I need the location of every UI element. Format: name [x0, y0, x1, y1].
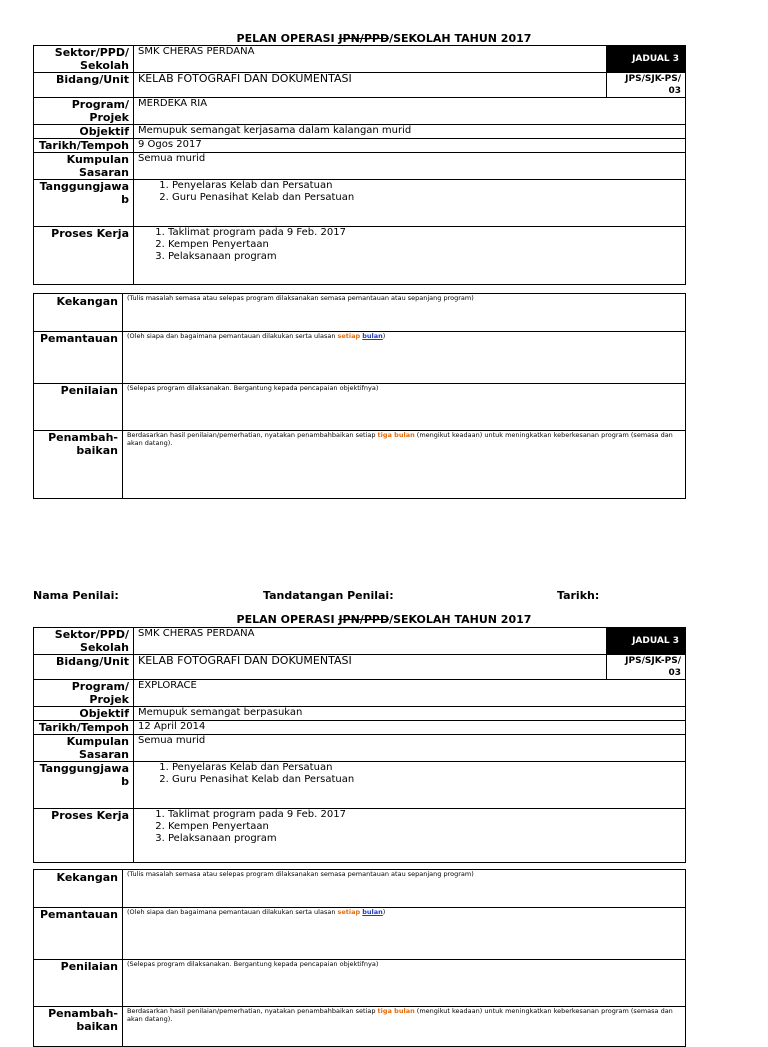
label-bidang: Bidang/Unit	[34, 73, 134, 98]
proses-list	[138, 809, 681, 845]
highlight-tiga-bulan: tiga bulan	[377, 431, 415, 439]
form-code: JPS/SJK-PS/ 03	[607, 73, 686, 98]
label-sektor: Sektor/PPD/ Sekolah	[34, 628, 134, 655]
list-item: 2. Guru Penasihat Kelab dan Persatuan	[172, 774, 681, 786]
note-kekangan: (Tulis masalah semasa atau selepas program dilaksanakan semasa pemantauan atau sepanjang program)	[123, 870, 686, 908]
list-item: 3. Pelaksanaan program	[168, 251, 681, 263]
note-text: Berdasarkan hasil penilaian/pemerhatian, nyatakan penambahbaikan setiap	[127, 431, 378, 439]
note-text: )	[382, 332, 386, 340]
value-tarikh: 12 April 2014	[134, 721, 686, 735]
label-penambahbaikan: Penambah-baikan	[34, 1007, 123, 1047]
jadual-badge: JADUAL 3	[607, 46, 686, 73]
label-tarikh: Tarikh/Tempoh	[34, 139, 134, 153]
note-penambahbaikan	[123, 431, 686, 499]
label-objektif: Objektif	[34, 125, 134, 139]
value-proses	[134, 227, 686, 285]
label-kumpulan: Kumpulan Sasaran	[34, 153, 134, 180]
value-sektor: SMK CHERAS PERDANA	[134, 628, 607, 655]
nama-penilai-label: Nama Penilai:	[33, 589, 119, 602]
highlight-setiap: setiap	[337, 908, 361, 916]
list-item: 1. Penyelaras Kelab dan Persatuan	[172, 180, 681, 192]
note-text: )	[382, 908, 386, 916]
note-text: (Oleh siapa dan bagaimana pemantauan dilakukan serta ulasan	[127, 908, 338, 916]
jadual-badge: JADUAL 3	[607, 628, 686, 655]
label-penambahbaikan: Penambah-baikan	[34, 431, 123, 499]
label-penilaian: Penilaian	[34, 384, 123, 431]
value-objektif: Memupuk semangat berpasukan	[134, 707, 686, 721]
note-text: (mengikut keadaan) untuk meningkatkan keberkesanan program (semasa dan akan datang).	[127, 1007, 673, 1023]
list-item: 1. Penyelaras Kelab dan Persatuan	[172, 762, 681, 774]
list-item: 3. Pelaksanaan program	[168, 833, 681, 845]
value-objektif: Memupuk semangat kerjasama dalam kalangan murid	[134, 125, 686, 139]
form-2-header-table	[33, 627, 685, 863]
label-sektor: Sektor/PPD/ Sekolah	[34, 46, 134, 73]
label-proses: Proses Kerja	[34, 809, 134, 863]
label-kekangan: Kekangan	[34, 870, 123, 908]
label-pemantauan: Pemantauan	[34, 908, 123, 960]
value-tarikh: 9 Ogos 2017	[134, 139, 686, 153]
highlight-tiga-bulan: tiga bulan	[377, 1007, 415, 1015]
title-strike: JPN/PPD	[338, 32, 390, 45]
label-penilaian: Penilaian	[34, 960, 123, 1007]
form-2-eval-table	[33, 869, 685, 1047]
form-1-eval-table	[33, 293, 685, 499]
signature-row	[33, 589, 733, 603]
highlight-bulan: bulan	[362, 908, 383, 916]
tarikh-label: Tarikh:	[557, 589, 600, 602]
label-program: Program/ Projek	[34, 98, 134, 125]
proses-list	[138, 227, 681, 263]
form-1-header-table	[33, 45, 685, 285]
label-bidang: Bidang/Unit	[34, 655, 134, 680]
value-tanggungjawab	[134, 180, 686, 227]
value-kumpulan: Semua murid	[134, 153, 686, 180]
label-objektif: Objektif	[34, 707, 134, 721]
value-sektor: SMK CHERAS PERDANA	[134, 46, 607, 73]
note-text: (mengikut keadaan) untuk meningkatkan keberkesanan program (semasa dan akan datang).	[127, 431, 673, 447]
highlight-setiap: setiap	[337, 332, 361, 340]
title-suffix: /SEKOLAH TAHUN 2017	[389, 32, 532, 45]
title-prefix: PELAN OPERASI	[236, 32, 339, 45]
list-item: 1. Taklimat program pada 9 Feb. 2017	[168, 227, 681, 239]
label-kumpulan: Kumpulan Sasaran	[34, 735, 134, 762]
title-suffix: /SEKOLAH TAHUN 2017	[389, 613, 532, 626]
value-bidang: KELAB FOTOGRAFI DAN DOKUMENTASI	[134, 655, 607, 680]
title-prefix: PELAN OPERASI	[236, 613, 339, 626]
note-pemantauan	[123, 908, 686, 960]
tanggungjawab-list	[138, 180, 681, 204]
tanggungjawab-list	[138, 762, 681, 786]
list-item: 2. Kempen Penyertaan	[168, 239, 681, 251]
note-pemantauan	[123, 332, 686, 384]
label-tanggungjawab: Tanggungjawa b	[34, 180, 134, 227]
form-code: JPS/SJK-PS/ 03	[607, 655, 686, 680]
label-tarikh: Tarikh/Tempoh	[34, 721, 134, 735]
value-program: MERDEKA RIA	[134, 98, 686, 125]
value-kumpulan: Semua murid	[134, 735, 686, 762]
list-item: 1. Taklimat program pada 9 Feb. 2017	[168, 809, 681, 821]
note-text: (Oleh siapa dan bagaimana pemantauan dilakukan serta ulasan	[127, 332, 338, 340]
value-bidang: KELAB FOTOGRAFI DAN DOKUMENTASI	[134, 73, 607, 98]
highlight-bulan: bulan	[362, 332, 383, 340]
list-item: 2. Guru Penasihat Kelab dan Persatuan	[172, 192, 681, 204]
label-pemantauan: Pemantauan	[34, 332, 123, 384]
form-1-title	[0, 32, 768, 45]
note-kekangan: (Tulis masalah semasa atau selepas program dilaksanakan semasa pemantauan atau sepanjang program)	[123, 294, 686, 332]
form-2-title	[0, 613, 768, 626]
note-text: Berdasarkan hasil penilaian/pemerhatian, nyatakan penambahbaikan setiap	[127, 1007, 378, 1015]
title-strike: JPN/PPD	[338, 613, 390, 626]
value-proses	[134, 809, 686, 863]
value-program: EXPLORACE	[134, 680, 686, 707]
label-program: Program/ Projek	[34, 680, 134, 707]
tandatangan-penilai-label: Tandatangan Penilai:	[263, 589, 394, 602]
value-tanggungjawab	[134, 762, 686, 809]
note-penilaian: (Selepas program dilaksanakan. Bergantung kepada pencapaian objektifnya)	[123, 960, 686, 1007]
label-proses: Proses Kerja	[34, 227, 134, 285]
list-item: 2. Kempen Penyertaan	[168, 821, 681, 833]
label-tanggungjawab: Tanggungjawa b	[34, 762, 134, 809]
note-penambahbaikan	[123, 1007, 686, 1047]
note-penilaian: (Selepas program dilaksanakan. Bergantung kepada pencapaian objektifnya)	[123, 384, 686, 431]
label-kekangan: Kekangan	[34, 294, 123, 332]
